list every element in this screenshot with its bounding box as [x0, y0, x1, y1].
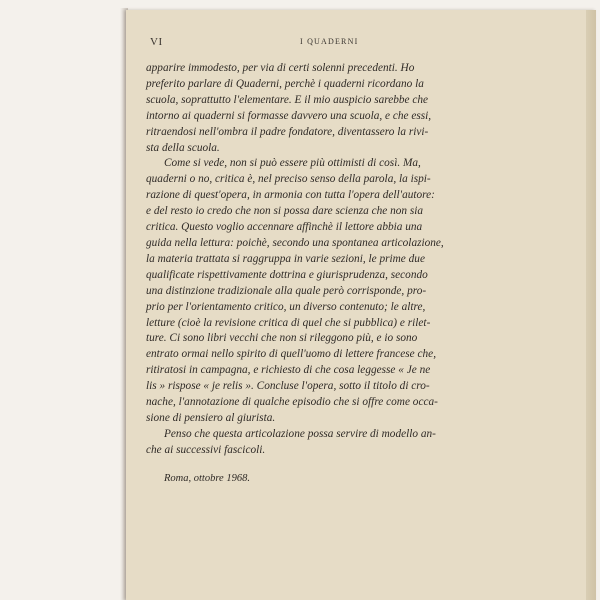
text-line: letture (cioè la revisione critica di quel che si pubblica) e rilet-	[146, 316, 431, 329]
text-line: preferito parlare di Quaderni, perchè i quaderni ricordano la	[146, 77, 424, 90]
body-text	[146, 61, 550, 487]
text-line: Penso che questa articolazione possa servire di modello an-	[164, 427, 436, 440]
book-page	[126, 10, 596, 600]
text-line: lis » rispose « je relis ». Concluse l'opera, sotto il titolo di cro-	[146, 380, 430, 393]
text-line: razione di quest'opera, in armonia con tutta l'opera dell'autore:	[146, 189, 435, 202]
text-line: entrato ormai nello spirito di quell'uomo di lettere francese che,	[146, 348, 437, 361]
text-line: ritraendosi nell'ombra il padre fondatore, diventassero la rivi-	[146, 125, 429, 138]
text-line: guida nella lettura: poichè, secondo una spontanea articolazione,	[146, 236, 444, 249]
text-line: che ai successivi fascicoli.	[146, 443, 266, 456]
text-line: qualificate rispettivamente dottrina e giurisprudenza, secondo	[146, 268, 428, 281]
text-line: nache, l'annotazione di qualche episodio che si offre come occa-	[146, 396, 438, 409]
text-line: e del resto io credo che non si possa dare scienza che non sia	[146, 205, 424, 218]
text-line: la materia trattata si raggruppa in varie sezioni, le prime due	[146, 252, 425, 265]
text-line: prio per l'orientamento critico, un diverso contenuto; le altre,	[146, 300, 426, 313]
text-line: critica. Questo voglio accennare affinchè il lettore abbia una	[146, 221, 423, 234]
text-line: apparire immodesto, per via di certi solenni precedenti. Ho	[146, 62, 415, 74]
running-head	[150, 36, 550, 50]
signature: Roma, ottobre 1968.	[164, 472, 250, 484]
text-line: una distinzione tradizionale alla quale però corrisponde, pro-	[146, 284, 427, 297]
text-line: ritiratosi in campagna, e richiesto di che cosa leggesse « Je ne	[146, 364, 431, 377]
page-number: VI	[150, 36, 163, 48]
section-title: I QUADERNI	[300, 37, 359, 46]
text-line: intorno ai quaderni si formasse davvero una scuola, e che essi,	[146, 109, 432, 122]
text-line: ture. Ci sono libri vecchi che non si rileggono più, e io sono	[146, 332, 418, 345]
text-line: Come si vede, non si può essere più ottimisti di così. Ma,	[164, 157, 421, 170]
text-line: scuola, soprattutto l'elementare. E il mio auspicio sarebbe che	[146, 93, 429, 106]
text-line: sta della scuola.	[146, 141, 220, 154]
page-edge	[586, 10, 596, 600]
text-line: sione di pensiero al giurista.	[146, 411, 276, 424]
text-line: quaderni o no, critica è, nel preciso senso della parola, la ispi-	[146, 173, 431, 186]
